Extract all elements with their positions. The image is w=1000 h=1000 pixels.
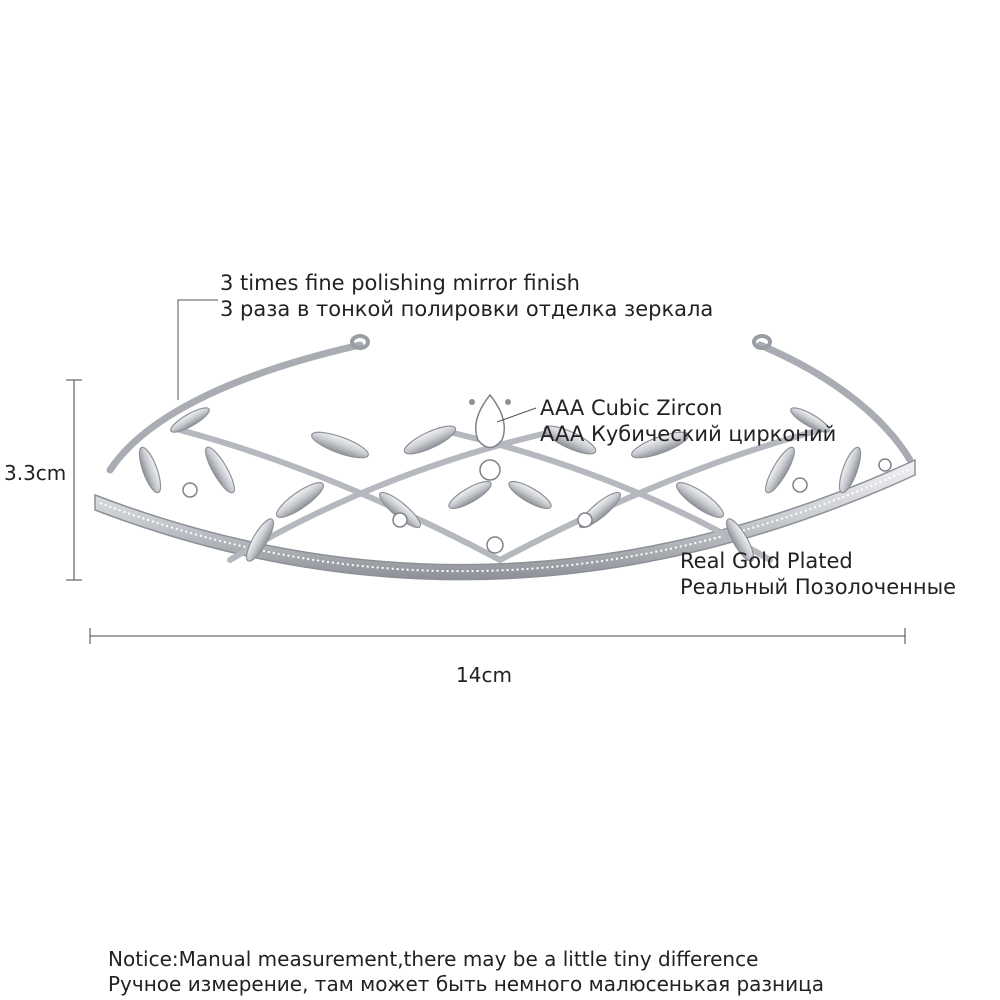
height-dimension-line [66,380,82,580]
zircon-annotation [540,395,836,447]
headband-end-loops [352,336,770,348]
gold-annotation-en: Real Gold Plated [680,549,853,573]
notice-ru: Ручное измерение, там может быть немного малюсенькая разница [108,972,824,996]
zircon-callout-line [497,408,536,422]
measurement-notice [108,947,824,997]
notice-en: Notice:Manual measurement,there may be a little tiny difference [108,947,759,971]
polish-annotation [220,270,713,322]
width-dimension-line [90,628,905,644]
gold-annotation [680,548,956,600]
polish-annotation-ru: 3 раза в тонкой полировки отделка зеркала [220,297,714,321]
zircon-annotation-en: AAA Cubic Zircon [540,396,723,420]
gold-annotation-ru: Реальный Позолоченные [680,575,957,599]
width-dimension-label: 14cm [456,663,512,687]
polish-annotation-en: 3 times fine polishing mirror finish [220,271,580,295]
polish-callout-line [178,300,218,400]
zircon-annotation-ru: AAA Кубический цирконий [540,422,837,446]
height-dimension-label: 3.3cm [4,461,67,485]
